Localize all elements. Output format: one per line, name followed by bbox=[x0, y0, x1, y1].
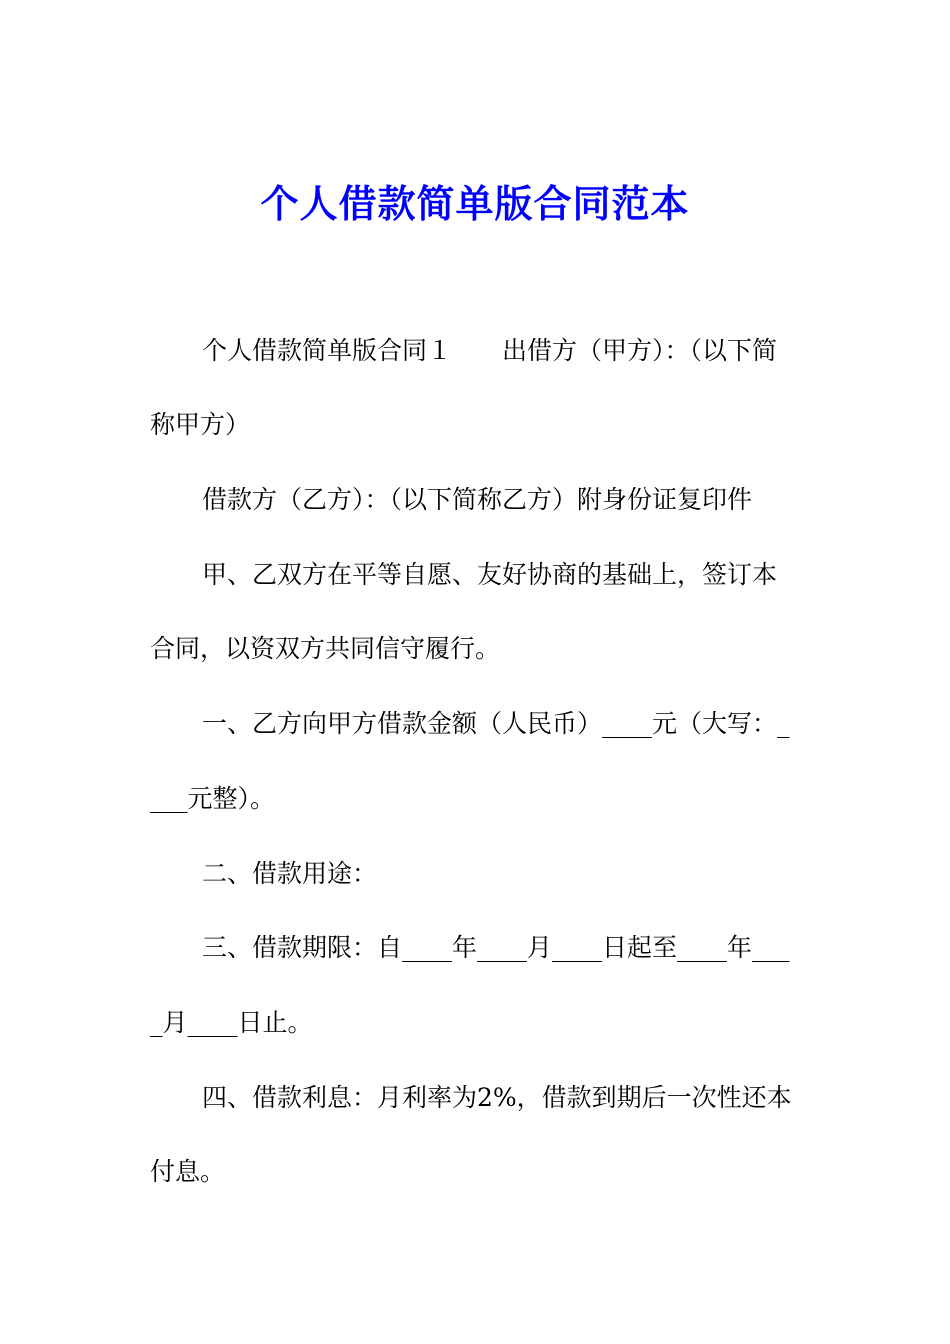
paragraph-line: 称甲方） bbox=[150, 410, 251, 439]
paragraph-line: _月____日止。 bbox=[150, 1008, 313, 1037]
paragraph-line: 付息。 bbox=[150, 1157, 226, 1186]
paragraph-line: 二、借款用途： bbox=[202, 859, 378, 888]
paragraph-line: 四、借款利息：月利率为2%，借款到期后一次性还本 bbox=[202, 1083, 792, 1112]
paragraph-line: 借款方（乙方）：（以下简称乙方）附身份证复印件 bbox=[202, 485, 753, 514]
paragraph-line: ___元整）。 bbox=[150, 784, 276, 813]
paragraph-line: 合同，以资双方共同信守履行。 bbox=[150, 634, 501, 663]
document-title: 个人借款简单版合同范本 bbox=[260, 181, 690, 226]
paragraph-line: 一、乙方向甲方借款金额（人民币）____元（大写：_ bbox=[202, 709, 790, 738]
paragraph-line: 三、借款期限：自____年____月____日起至____年___ bbox=[202, 933, 790, 962]
paragraph-line: 甲、乙双方在平等自愿、友好协商的基础上，签订本 bbox=[202, 560, 778, 589]
paragraph-line: 个人借款简单版合同１ 出借方（甲方）：（以下简 bbox=[202, 336, 778, 365]
